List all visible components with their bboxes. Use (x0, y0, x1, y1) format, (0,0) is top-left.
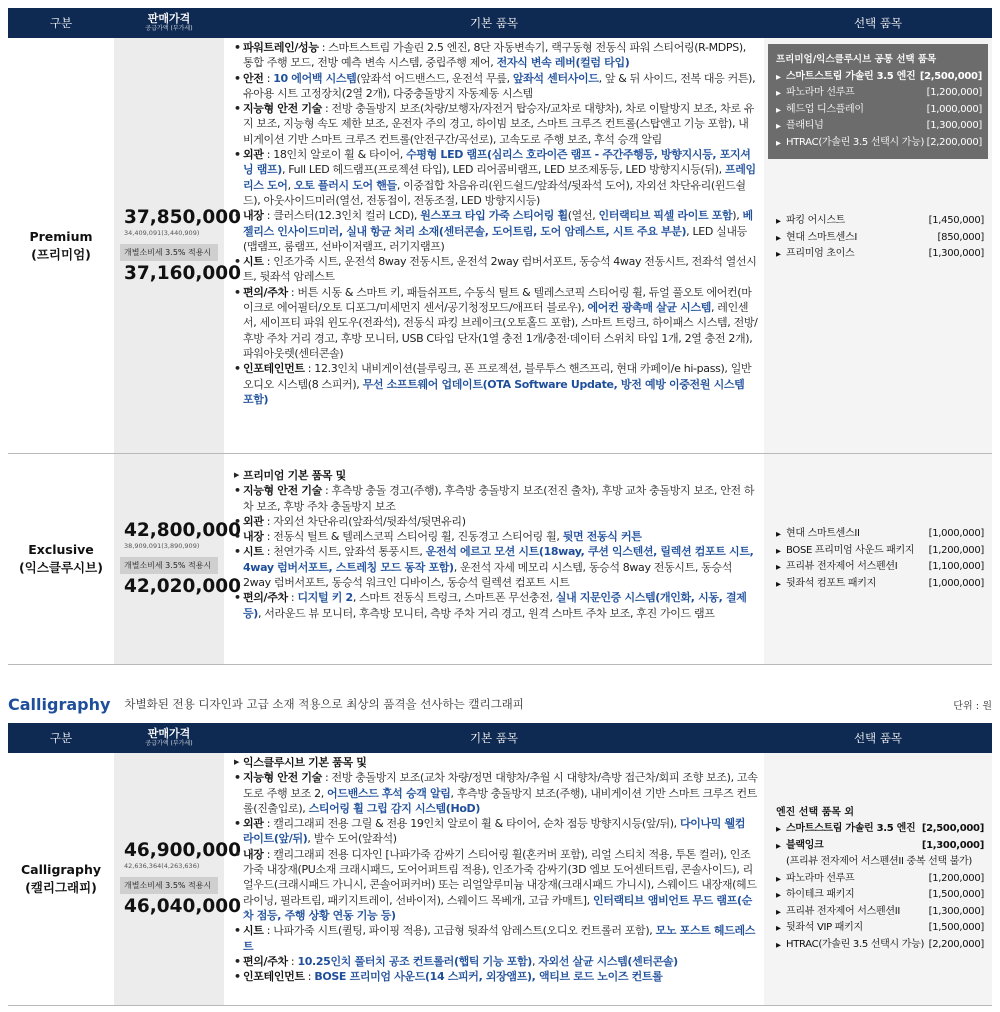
option-name: (프리뷰 전자제어 서스펜션II 중복 선택 불가) (786, 856, 973, 868)
basic-items (224, 38, 764, 453)
feature-text: , 운전석 자세 메모리 시스템, 동승석 8way 전동시트, 동승석 2way 럼버서포트, 동승석 워크인 디바이스, 동승석 릴렉션 컴포트 시트 (243, 560, 732, 590)
feature-highlight: 모노 포스트 헤드레스트 (243, 924, 756, 953)
feature-label: 지능형 안전 기술 (243, 484, 322, 498)
feature-item (234, 483, 758, 514)
feature-label: 외관 (243, 817, 264, 831)
option-price: [1,000,000] (928, 577, 984, 589)
option-price: [1,500,000] (928, 922, 984, 934)
option-price: [1,500,000] (928, 889, 984, 901)
option-item (776, 230, 984, 247)
feature-label: 내장 (243, 530, 264, 544)
feature-label: 지능형 안전 기술 (243, 102, 322, 116)
feature-text: , (531, 954, 539, 968)
trim-name-en: Exclusive (28, 542, 94, 557)
feature-highlight: 전자식 변속 레버(컬럼 타입) (496, 56, 630, 70)
feature-label: 편의/주차 (243, 285, 288, 299)
option-price: [2,500,000] (919, 70, 982, 82)
trim-name-en: Premium (29, 228, 93, 244)
option-list (764, 526, 992, 592)
option-item (776, 246, 984, 263)
option-name: ▶ 프리미엄 초이스 (786, 248, 855, 259)
option-item (776, 102, 982, 119)
option-name: ▶ BOSE 프리미엄 사운드 패키지 (786, 544, 915, 556)
option-price: [1,200,000] (928, 544, 984, 556)
tax-price-value: 46,040,000 (124, 896, 242, 917)
feature-highlight: 원스포크 타입 가죽 스티어링 휠 (420, 209, 568, 223)
feature-label: 외관 (243, 514, 264, 528)
feature-text: : (263, 71, 274, 85)
price-supply: 34,409,091(3,440,909) (124, 228, 200, 237)
feature-label: 내장 (243, 847, 264, 861)
feature-item (234, 254, 758, 285)
option-name: ▶ 현대 스마트센스II (786, 528, 860, 539)
feature-highlight: 디지털 키 2 (297, 591, 353, 605)
option-item (776, 838, 984, 855)
table-header (8, 723, 992, 753)
option-item (776, 543, 984, 560)
feature-text: : 전방 충돌방지 보조(차량/보행자/자전거 탑승자/교차로 대향차), 차로 이탈방지 보조, 차로 유지 보조, 지능형 속도 제한 보조, 운전자 주의 경고, 하이빔 보조, 스마트 크루즈 컨트롤(스탑앤고 기능 포함), 내비게이션 기반 스마트 크루즈 컨트롤(안전구간/곡선로), 고속도로 주행 보조, 후석 승객 알림 (243, 102, 755, 146)
row-premium (8, 38, 992, 454)
feature-text: : 자외선 차단유리(앞좌석/뒷좌석/뒷면유리) (263, 514, 466, 528)
feature-item (234, 208, 758, 254)
option-price: [1,100,000] (928, 561, 984, 572)
feature-item (234, 40, 758, 71)
feature-label: 인포테인먼트 (243, 970, 305, 984)
option-name: ▶ HTRAC(가솔린 3.5 선택시 가능) (786, 938, 925, 950)
option-price: [1,200,000] (928, 872, 984, 884)
feature-text: : 나파가죽 시트(퀼팅, 파이핑 적용), 고급형 뒷좌석 암레스트(오디오 컨트롤러 포함), (263, 924, 656, 938)
header-option: 선택 품목 (853, 16, 903, 30)
feature-item (234, 770, 758, 816)
option-name: ▶ 파노라마 선루프 (786, 87, 855, 98)
feature-text: : 전동식 틸트 & 텔레스코픽 스티어링 휠, 진동경고 스티어링 휠, (263, 530, 563, 544)
option-title: 엔진 선택 품목 외 (776, 806, 855, 818)
trim-name (8, 753, 114, 1005)
option-name: ▶ 프리뷰 전자제어 서스펜션I (786, 561, 898, 572)
price-cell (114, 753, 242, 1005)
option-item (776, 576, 984, 593)
header-gubun: 구분 (49, 731, 73, 745)
option-price: [2,500,000] (921, 823, 984, 835)
feature-text: : 12.3인치 내비게이션(블루링크, 폰 프로젝션, 블루투스 핸즈프리, 현대 카페이/e hi-pass), 일반 오디오 시스템(8 스피커), (243, 362, 752, 391)
price-cell (114, 38, 242, 453)
feature-label: 편의/주차 (243, 954, 288, 968)
trim-name-en: Calligraphy (20, 862, 101, 877)
option-name: ▶ 뒷좌석 컴포트 패키지 (786, 577, 876, 589)
feature-item (234, 285, 758, 361)
feature-item (234, 468, 758, 483)
tax-price-value: 37,160,000 (124, 262, 242, 284)
feature-text: : 캘리그래피 전용 디자인 [나파가죽 감싸기 스티어링 휠(혼커버 포함), 리얼 스티치 적용, 투톤 컬러), 인조가죽 내장재(PU소재 크래시패드, 도어어퍼트림 적용), 인조가죽 감싸기(3D 엠보 도어센터트림, 콘솔사이드), 리얼우드(크래시패드 가니시, 콘솔어퍼커버) 또는 리얼알루미늄 내장재(크래시패드 가니시), 스웨이드 내장재(헤드라이닝, 필라트림, 패키지트레이, 선바이저), 스웨이드 목베개, 고급 카매트], (243, 847, 757, 907)
feature-highlight: 실내 지문인증 시스템(개인화, 시동, 결제 등) (243, 591, 747, 620)
feature-label: 편의/주차 (243, 591, 288, 605)
feature-item (234, 954, 758, 969)
option-name: ▶ 스마트스트림 가솔린 3.5 엔진 (786, 823, 916, 835)
feature-item (234, 147, 758, 208)
feature-highlight: 베젤리스 인사이드미러, 실내 항균 처리 소재(센터콘솔, 도어트림, 도어 암레스트, 시트 주요 부분) (243, 209, 753, 238)
option-price: [850,000] (937, 231, 984, 243)
tax-price-value: 42,020,000 (124, 576, 242, 597)
price-value: 37,850,000 (124, 206, 242, 228)
feature-item (234, 361, 758, 407)
option-name: ▶ 하이테크 패키지 (786, 889, 855, 901)
row-calligraphy (8, 753, 992, 1006)
header-option: 선택 품목 (853, 731, 903, 745)
option-item (776, 135, 982, 152)
feature-text: , 앞 & 뒤 사이드, 전복 대응 커튼), 유아용 시트 고정장치(2열 2개), 다중충돌방지 자동제동 시스템 (243, 71, 756, 100)
option-name: ▶ 파노라마 선루프 (786, 872, 855, 884)
option-list (776, 821, 984, 953)
feature-item (234, 101, 758, 147)
option-price: [1,000,000] (926, 103, 982, 115)
price-supply: 42,636,364(4,263,636) (124, 862, 200, 870)
feature-highlight: 어드밴스드 후석 승객 알림 (327, 786, 451, 800)
feature-highlight: 자외선 살균 시스템(센터콘솔) (538, 954, 678, 968)
feature-highlight: 스티어링 휠 그립 감지 시스템(HoD) (308, 801, 480, 815)
feature-highlight: 다이나믹 웰컴 라이트(앞/뒤) (243, 817, 746, 846)
option-item (776, 854, 984, 871)
option-name: ▶ 현대 스마트센스I (786, 231, 858, 243)
price-value: 42,800,000 (124, 520, 242, 541)
feature-label: 익스클루시브 기본 품목 및 (243, 756, 367, 769)
feature-label: 내장 (243, 209, 264, 223)
feature-highlight: 인터랙티브 픽셀 라이트 포함 (598, 209, 733, 223)
header-price-label: 판매가격 (147, 727, 191, 740)
option-price: [1,200,000] (926, 87, 982, 98)
option-item (776, 920, 984, 937)
feature-label: 지능형 안전 기술 (243, 771, 322, 785)
feature-item (234, 514, 758, 529)
row-exclusive (8, 454, 992, 665)
option-item (776, 821, 984, 838)
feature-highlight: 10.25인치 풀터치 공조 컨트롤러(햅틱 기능 포함) (297, 954, 532, 968)
option-price: [1,300,000] (928, 905, 984, 917)
feature-text: , 후측방 충돌방지 보조(주행), 내비게이션 기반 스마트 크루즈 컨트롤(진출입로), (243, 786, 758, 815)
feature-highlight: 인터랙티브 앰비언트 무드 램프(순차 점등, 주행 상황 연동 기능 등) (243, 893, 752, 922)
trim-name (8, 38, 114, 453)
feature-label: 프리미엄 기본 품목 및 (243, 469, 346, 482)
trim-name (8, 454, 114, 664)
feature-highlight: 오토 플러시 도어 핸들 (293, 178, 397, 192)
option-item (776, 559, 984, 576)
option-list (764, 213, 992, 263)
feature-item (234, 544, 758, 590)
trim-name-kr: (캘리그래피) (25, 880, 97, 895)
feature-text: (열선, (567, 209, 599, 223)
price-value: 46,900,000 (124, 840, 242, 861)
feature-item (234, 816, 758, 847)
feature-item (234, 969, 758, 984)
common-option-title: 프리미엄/익스클루시브 공통 선택 품목 (776, 54, 937, 65)
feature-text: : (304, 970, 315, 984)
feature-highlight: 10 에어백 시스템 (273, 71, 357, 85)
option-item (776, 937, 984, 954)
feature-label: 인포테인먼트 (243, 362, 305, 376)
tax-tag: 개별소비세 3.5% 적용시 (120, 877, 218, 894)
basic-items (224, 454, 764, 664)
feature-text: (앞좌석 어드밴스드, 운전석 무릎, (356, 71, 513, 85)
feature-text: , 레인센서, 세이프티 파워 윈도우(전좌석), 전동식 파킹 브레이크(오토홀드 포함), 스마트 트렁크, 하이패스 시스템, 전방/후방 주차 거리 경고, 후방 모니터, USB C타입 단자(1열 충전 1개/충전·데이터 스위치 타입 1개, 2열 충전 2개), 파워아웃렛(센터콘솔) (243, 301, 758, 360)
option-item (776, 85, 982, 102)
feature-text: , Full LED 헤드램프(프로젝션 타입), LED 리어콤비램프, LED 보조제동등, LED 방향지시등(뒤), (282, 163, 725, 177)
option-item (776, 526, 984, 543)
feature-label: 외관 (243, 148, 264, 162)
tax-tag: 개별소비세 3.5% 적용시 (120, 244, 218, 261)
table-header (8, 8, 992, 38)
feature-label: 시트 (243, 255, 264, 269)
price-supply: 38,909,091(3,890,909) (124, 542, 200, 550)
feature-text: : (287, 591, 298, 605)
tax-tag: 개별소비세 3.5% 적용시 (120, 557, 218, 574)
option-price: [1,000,000] (928, 528, 984, 539)
header-price-label: 판매가격 (147, 12, 191, 25)
feature-label: 안전 (243, 71, 264, 85)
option-item (776, 118, 982, 135)
option-price: [2,200,000] (926, 136, 982, 148)
feature-label: 시트 (243, 545, 264, 559)
trim-name-kr: (익스클루시브) (19, 560, 103, 575)
feature-text: : 후측방 충돌 경고(주행), 후측방 충돌방지 보조(전진 출차), 후방 교차 충돌방지 보조, 안전 하차 보조, 후방 주차 충돌방지 보조 (243, 484, 755, 513)
feature-text: : 스마트스트림 가솔린 2.5 엔진, 8단 자동변속기, 랙구동형 전동식 파워 스티어링(R-MDPS), 통합 주행 모드, 전방 예측 변속 시스템, 중립주행 제어, (243, 41, 746, 70)
feature-text: : (287, 954, 298, 968)
option-list-wrap (764, 805, 992, 954)
option-item (776, 904, 984, 921)
trim-table-2 (8, 723, 992, 1006)
trim-table-1 (8, 8, 992, 665)
feature-highlight: 앞좌석 센터사이드 (512, 71, 599, 85)
option-price: [1,300,000] (928, 248, 984, 259)
feature-text: : 클러스터(12.3인치 컬러 LCD), (263, 209, 421, 223)
common-option-list (776, 69, 982, 152)
feature-highlight: 프레임리스 도어 (243, 163, 756, 192)
basic-items (224, 753, 764, 1005)
feature-text: , 이중접합 차음유리(윈드쉴드/앞좌석/뒷좌석 도어), 자외선 차단유리(윈드쉴드), 아웃사이드미러(열선, 전동접이, 전동조절, LED 방향지시등) (243, 178, 746, 207)
feature-item (234, 847, 758, 923)
option-name: ▶ 플래티넘 (786, 120, 824, 131)
option-cell (764, 753, 992, 1005)
option-name: ▶ HTRAC(가솔린 3.5 선택시 가능) (786, 136, 925, 148)
feature-text: ), (732, 209, 743, 223)
option-price: [1,450,000] (928, 215, 984, 226)
option-item (776, 887, 984, 904)
option-name: ▶ 파킹 어시스트 (786, 215, 846, 226)
feature-item (234, 590, 758, 621)
option-name: ▶ 스마트스트림 가솔린 3.5 엔진 (786, 70, 916, 82)
feature-label: 시트 (243, 924, 264, 938)
option-name: ▶ 뒷좌석 VIP 패키지 (786, 922, 863, 934)
common-option-box (768, 44, 988, 159)
feature-highlight: 수평형 LED 램프(심리스 호라이즌 램프 - 주간주행등, 방향지시등, 포지셔닝 램프) (243, 148, 751, 177)
section-title: Calligraphy (8, 694, 111, 714)
feature-item (234, 529, 758, 544)
feature-highlight: 뒷면 전동식 커튼 (562, 530, 642, 544)
option-item (776, 69, 982, 86)
feature-text: : 버튼 시동 & 스마트 키, 패들쉬프트, 수동식 틸트 & 텔레스코픽 스티어링 휠, 듀얼 풀오토 에어컨(마이크로 에어필터/오토 디포그/미세먼지 센서/공기청정모드/애프터 블로우), (243, 285, 752, 315)
trim-name-kr: (프리미엄) (31, 246, 91, 262)
option-name: ▶ 헤드업 디스플레이 (786, 103, 864, 115)
feature-text: : 천연가죽 시트, 앞좌석 통풍시트, (263, 545, 426, 559)
feature-text: : 캘리그래피 전용 그릴 & 전용 19인치 알로이 휠 & 타이어, 순차 점등 방향지시등(앞/뒤), (263, 817, 680, 831)
header-price (114, 723, 224, 753)
feature-text: , LED 실내등(맵램프, 룸램프, 선바이저램프, 러기지램프) (243, 224, 747, 253)
feature-text: , 스마트 전동식 트렁크, 스마트폰 무선충전, (352, 591, 556, 605)
calligraphy-section-heading (8, 692, 992, 716)
feature-text: : 인조가죽 시트, 운전석 8way 전동시트, 운전석 2way 럼버서포트, 동승석 4way 전동시트, 전좌석 열선시트, 뒷좌석 암레스트 (243, 255, 757, 284)
option-price: [1,300,000] (921, 839, 984, 851)
option-name: ▶ 블랙잉크 (786, 839, 824, 851)
price-cell (114, 454, 242, 664)
feature-highlight: 에어컨 광촉매 살균 시스템 (587, 301, 712, 315)
feature-label: 파워트레인/성능 (243, 41, 319, 54)
feature-highlight: 운전석 에르고 모션 시트(18way, 쿠션 익스텐션, 릴렉션 컴포트 시트, 4way 럼버서포트, 스트레칭 모드 동작 포함) (243, 545, 754, 574)
feature-item (234, 755, 758, 770)
feature-item (234, 71, 758, 102)
option-cell (764, 454, 992, 664)
option-name: ▶ 프리뷰 전자제어 서스펜션II (786, 905, 901, 917)
option-item (776, 213, 984, 230)
unit-label: 단위 : 원 (953, 700, 992, 712)
header-price-sub: 공급가액 (부가세) (145, 740, 193, 747)
option-item (776, 871, 984, 888)
feature-highlight: 무선 소프트웨어 업데이트(OTA Software Update, 방전 예방 이중전원 시스템 포함) (243, 377, 745, 406)
option-price: [1,300,000] (926, 120, 982, 131)
feature-text: , 발수 도어(앞좌석) (307, 832, 397, 846)
option-cell (764, 38, 992, 453)
header-gubun: 구분 (49, 16, 73, 30)
header-basic: 기본 품목 (469, 731, 519, 745)
option-price: [2,200,000] (928, 938, 984, 950)
feature-text: : 18인치 알로이 휠 & 타이어, (263, 148, 407, 162)
header-basic: 기본 품목 (469, 16, 519, 30)
feature-text: : 전방 충돌방지 보조(교차 차량/정면 대향차/추월 시 대향차/측방 접근차/회피 조향 보조), 고속도로 주행 보조 2, (243, 771, 758, 800)
feature-highlight: BOSE 프리미엄 사운드(14 스피커, 외장앰프), 액티브 로드 노이즈 컨트롤 (314, 970, 663, 984)
header-price-sub: 공급가액 (부가세) (145, 25, 193, 32)
feature-item (234, 923, 758, 954)
section-description: 차별화된 전용 디자인과 고급 소재 적용으로 최상의 품격을 선사하는 캘리그래피 (124, 697, 524, 711)
feature-text: , 서라운드 뷰 모니터, 후측방 모니터, 측방 주차 거리 경고, 원격 스마트 주차 보조, 후진 가이드 램프 (257, 606, 715, 620)
header-price (114, 8, 224, 38)
feature-text: , (287, 178, 294, 192)
